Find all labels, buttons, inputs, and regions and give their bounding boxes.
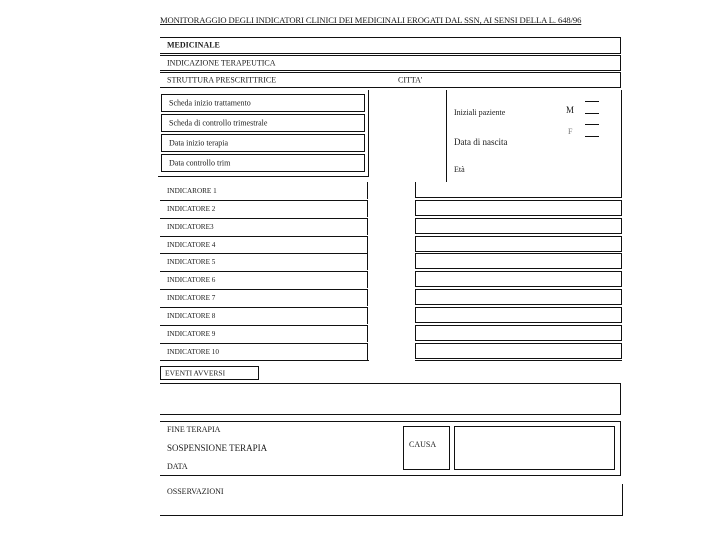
indicatore-value-field[interactable] bbox=[415, 325, 622, 341]
osservazioni-field[interactable] bbox=[160, 484, 623, 516]
sex-m-checkbox[interactable] bbox=[585, 113, 599, 114]
causa-label: CAUSA bbox=[409, 440, 437, 449]
indicatore-label-row bbox=[160, 218, 368, 235]
indicatore-label-row bbox=[160, 236, 368, 253]
scheda-label: Data controllo trim bbox=[169, 158, 231, 168]
indicatore-label: INDICATORE 2 bbox=[167, 205, 216, 213]
sex-line[interactable] bbox=[585, 124, 599, 125]
iniziali-paziente-label: Iniziali paziente bbox=[454, 108, 506, 117]
medicinale-label: MEDICINALE bbox=[167, 40, 220, 50]
divider bbox=[415, 360, 622, 361]
indicatore-label: INDICATORE 7 bbox=[167, 294, 216, 302]
struttura-prescrittrice-label: STRUTTURA PRESCRITTRICE bbox=[167, 75, 277, 84]
indicatore-label-row bbox=[160, 325, 368, 342]
indicatore-label: INDICATORE 10 bbox=[167, 348, 219, 356]
struttura-prescrittrice-field[interactable] bbox=[160, 72, 621, 88]
schede-group bbox=[158, 90, 369, 177]
indicatore-label-row bbox=[160, 307, 368, 324]
indicazione-terapeutica-label: INDICAZIONE TERAPEUTICA bbox=[167, 58, 276, 67]
indicatore-value-field[interactable] bbox=[415, 289, 622, 305]
osservazioni-label: OSSERVAZIONI bbox=[167, 487, 224, 496]
indicatore-label-row bbox=[160, 343, 368, 360]
document-title: MONITORAGGIO DEGLI INDICATORI CLINICI DEI MEDICINALI EROGATI DAL SSN, AI SENSI DELLA L. 648/96 bbox=[160, 15, 582, 25]
indicatore-value-field[interactable] bbox=[415, 253, 622, 269]
indicatore-value-field[interactable] bbox=[415, 236, 622, 252]
indicatore-label: INDICATORE 8 bbox=[167, 312, 216, 320]
scheda-label: Scheda inizio trattamento bbox=[169, 98, 251, 108]
sex-m-label: M bbox=[566, 105, 575, 115]
eventi-avversi-field[interactable] bbox=[160, 383, 621, 415]
indicatore-value-field[interactable] bbox=[415, 343, 622, 359]
scheda-inizio-trattamento[interactable] bbox=[161, 94, 365, 112]
data-controllo-trim[interactable] bbox=[161, 154, 365, 172]
fine-terapia-group bbox=[160, 421, 621, 476]
eventi-avversi-label: EVENTI AVVERSI bbox=[165, 368, 226, 378]
indicatore-label: INDICARORE 1 bbox=[167, 186, 217, 195]
scheda-label: Data inizio terapia bbox=[169, 138, 229, 148]
indicatore-label-row bbox=[160, 200, 368, 217]
indicatore-label: INDICATORE 4 bbox=[167, 241, 216, 249]
sex-f-label: F bbox=[568, 127, 573, 136]
eventi-avversi-label-box bbox=[160, 366, 259, 380]
causa-field[interactable] bbox=[454, 426, 615, 470]
patient-info-box bbox=[446, 90, 622, 184]
causa-label-box bbox=[403, 426, 450, 470]
indicatore-label-row bbox=[160, 253, 368, 270]
indicatore-label: INDICATORE 5 bbox=[167, 258, 216, 266]
data-inizio-terapia[interactable] bbox=[161, 134, 365, 152]
indicatore-label: INDICATORE3 bbox=[167, 223, 214, 231]
sex-line[interactable] bbox=[585, 101, 599, 102]
scheda-controllo-trimestrale[interactable] bbox=[161, 114, 365, 132]
indicatore-label: INDICATORE 6 bbox=[167, 276, 216, 284]
indicatore-label-row bbox=[160, 289, 368, 306]
indicazione-terapeutica-field[interactable] bbox=[160, 55, 621, 71]
medicinale-field[interactable] bbox=[160, 37, 621, 54]
fine-terapia-label[interactable]: FINE TERAPIA bbox=[167, 425, 221, 434]
data-label: DATA bbox=[167, 462, 188, 471]
indicatore-value-field[interactable] bbox=[415, 218, 622, 234]
indicatore-label-row bbox=[160, 271, 368, 288]
divider bbox=[160, 360, 369, 361]
data-nascita-label: Data di nascita bbox=[454, 137, 508, 147]
indicatore-value-field[interactable] bbox=[415, 182, 622, 198]
scheda-label: Scheda di controllo trimestrale bbox=[169, 118, 268, 128]
sex-f-checkbox[interactable] bbox=[585, 136, 599, 137]
citta-label: CITTA' bbox=[398, 75, 423, 84]
eta-label: Età bbox=[454, 165, 465, 174]
indicatore-value-field[interactable] bbox=[415, 307, 622, 323]
indicatore-label: INDICATORE 9 bbox=[167, 330, 216, 338]
indicatore-value-field[interactable] bbox=[415, 200, 622, 216]
sospensione-terapia-label[interactable]: SOSPENSIONE TERAPIA bbox=[167, 443, 268, 453]
indicatore-value-field[interactable] bbox=[415, 271, 622, 287]
indicatore-label-row bbox=[160, 182, 368, 199]
